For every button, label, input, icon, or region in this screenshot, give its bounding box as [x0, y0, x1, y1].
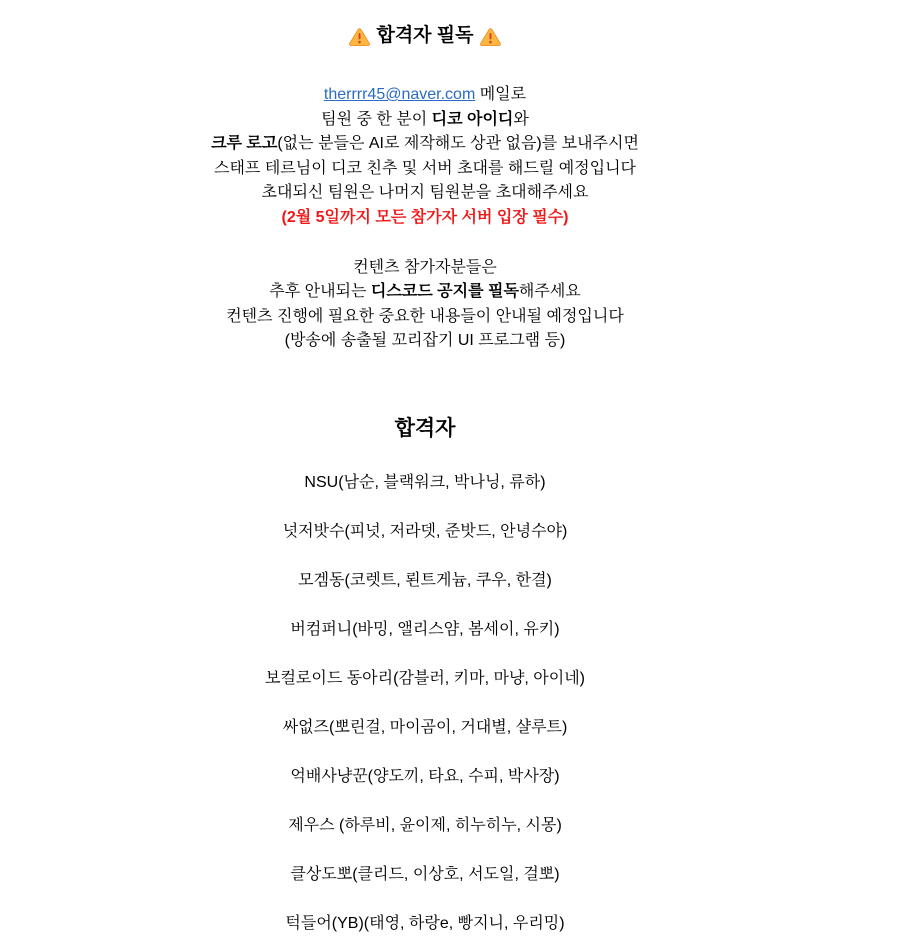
instruction-bold-text: 크루 로고: [211, 135, 278, 153]
team-list-item: 제우스 (하루비, 윤이제, 히누히누, 시몽): [288, 816, 562, 834]
discord-notice-line: 컨텐츠 참가자분들은: [353, 258, 497, 276]
deadline-notice: (2월 5일까지 모든 참가자 서버 입장 필수): [281, 208, 569, 226]
discord-notice-line: (방송에 송출될 꼬리잡기 UI 프로그램 등): [284, 332, 566, 350]
page-title-text: 합격자 필독: [376, 25, 474, 46]
instruction-text: 와: [513, 110, 529, 128]
instruction-line: 스태프 테르님이 디코 친추 및 서버 초대를 해드릴 예정입니다: [214, 159, 636, 177]
passers-heading: 합격자: [394, 416, 456, 440]
invite-instructions-block: [0, 83, 850, 231]
team-list-item: 보컬로이드 동아리(감블러, 키마, 마냥, 아이네): [265, 669, 585, 687]
team-list-item: NSU(남순, 블랙워크, 박나닝, 류하): [304, 473, 546, 491]
page-title: [0, 0, 850, 50]
discord-notice-bold-text: 디스코드 공지를 필독: [370, 283, 519, 301]
instruction-text: (없는 분들은 AI로 제작해도 상관 없음)를 보내주시면: [277, 135, 639, 153]
warning-icon: [349, 27, 370, 46]
discord-notice-line: [0, 280, 850, 305]
team-list-item: 억배사냥꾼(양도끼, 타요, 수피, 박사장): [290, 767, 560, 785]
instruction-line: [0, 108, 850, 133]
discord-notice-text: 추후 안내되는: [269, 283, 371, 301]
team-list-item: 클상도뽀(클리드, 이상호, 서도일, 걸뽀): [290, 865, 560, 883]
email-line-suffix: 메일로: [475, 86, 527, 103]
discord-notice-block: [0, 256, 850, 354]
team-list-item: 넛저밧수(피넛, 저라뎃, 준밧드, 안녕수야): [282, 522, 568, 540]
team-list-item: 턱들어(YB)(태영, 하랑e, 빵지니, 우리밍): [285, 914, 565, 932]
team-list-item: 버컴퍼니(바밍, 앨리스얌, 봄세이, 유키): [290, 620, 560, 638]
instruction-bold-text: 디코 아이디: [431, 110, 514, 128]
team-list-item: 싸없즈(뽀린걸, 마이곰이, 거대별, 샬루트): [282, 718, 568, 736]
discord-notice-line: 컨텐츠 진행에 필요한 중요한 내용들이 안내될 예정입니다: [226, 307, 624, 325]
warning-icon: [480, 27, 501, 46]
instruction-text: 팀원 중 한 분이: [321, 110, 432, 128]
instruction-line: 초대되신 팀원은 나머지 팀원분을 초대해주세요: [261, 184, 589, 202]
instruction-line: [0, 132, 850, 157]
discord-notice-text: 해주세요: [518, 283, 581, 301]
team-list: [0, 471, 850, 936]
email-line: [0, 83, 850, 108]
team-list-item: 모겜동(코렛트, 뢴트게늄, 쿠우, 한결): [298, 571, 552, 589]
email-link[interactable]: therrrr45@naver.com: [323, 86, 476, 103]
